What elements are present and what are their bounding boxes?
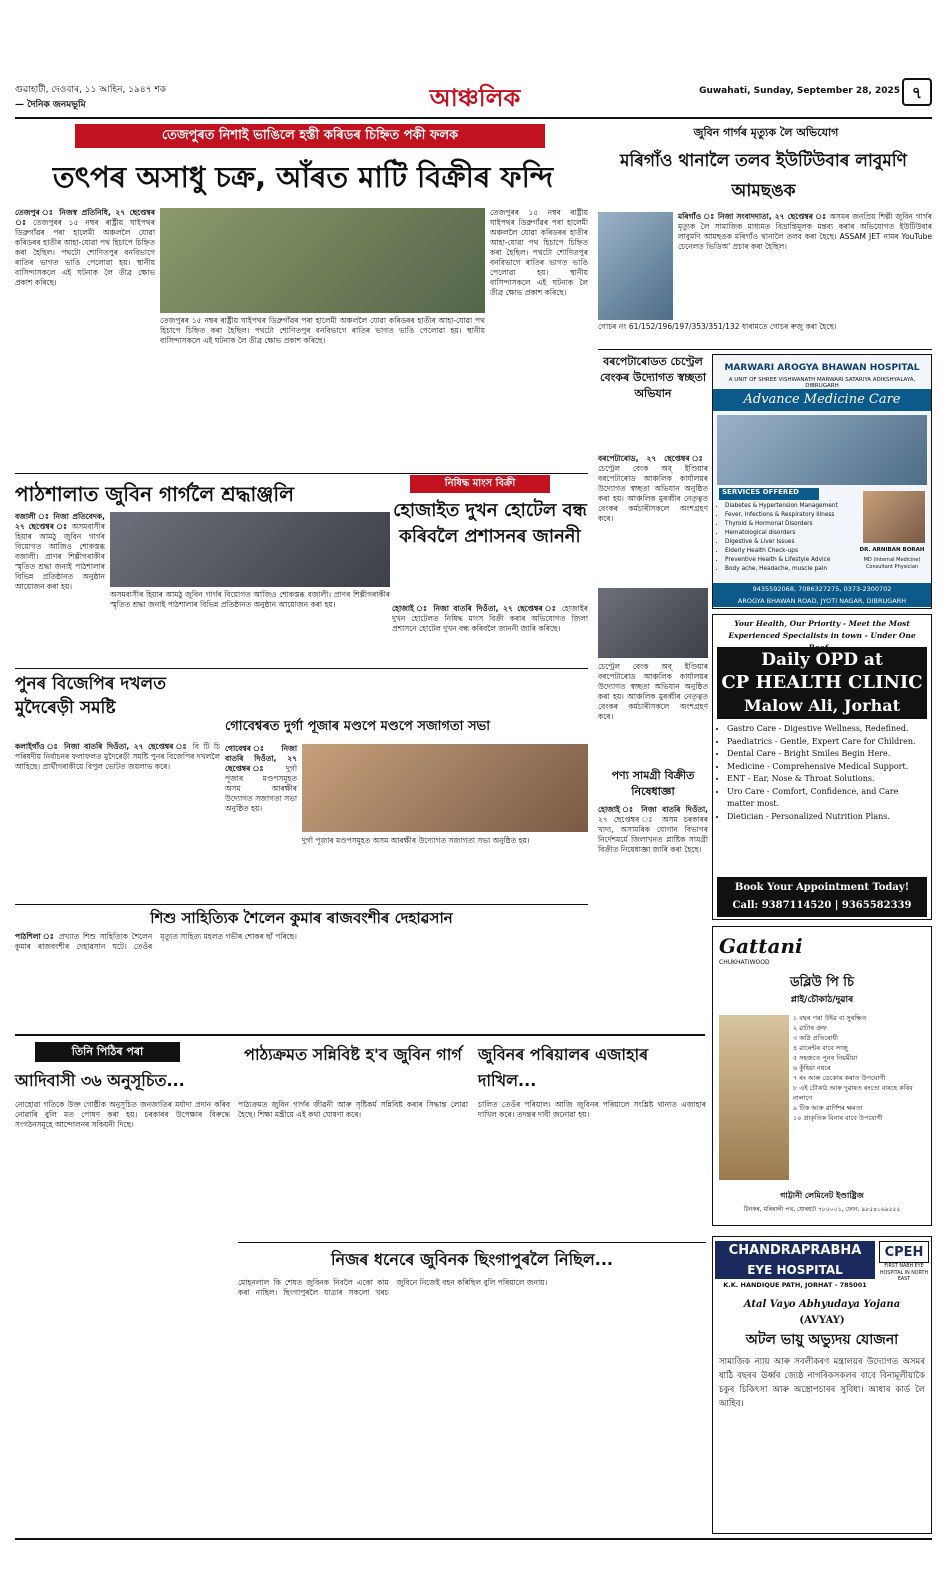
ad-gattani-brand-sub: CHUKHATIWOOD <box>719 959 770 966</box>
story8-body-col2: চেণ্ট্ৰেল বেংক অব্ ইণ্ডিয়াৰ বৰপেটাৰোড আঞ্চলিক কাৰ্যালয়ৰ উদ্যোগত স্বচ্ছতা অভিযান অনুষ্ঠিত কৰা হয়। আঞ্চলিক মুৰব্বীৰ নেতৃত্বত বেংকৰ কৰ্মচাৰীসকলে অংশগ্ৰহণ কৰে। <box>598 662 708 721</box>
ad-marwari-name: MARWARI AROGYA BHAWAN HOSPITAL <box>724 363 920 373</box>
story7-dateline: মৰিগাঁও ঃ নিজা সংবাদদাতা, ২৭ ছেপ্তেম্বৰ ঃ <box>678 212 827 221</box>
story6-body: পাঠশিলা ঃ প্ৰখ্যাত শিশু সাহিত্যিক শৈলেন কুমাৰ ৰাজবংশীৰ দেহাৱসান ঘটে। তেওঁৰ মৃত্যুত সাহিত্য মহলত গভীৰ শোকৰ ছাঁ পৰিছে। <box>15 932 297 951</box>
ad-marwari-service-item: • Preventive Health & Lifestyle Advice <box>725 556 853 565</box>
story5-photo <box>302 744 588 832</box>
story9-headline: পণ্য সামগ্ৰী বিক্ৰীত নিষেধাজ্ঞা <box>611 769 695 798</box>
story3-dateline: হোজাই ঃ নিজা বাতৰি দিওঁতা, ২৭ ছেপ্তেম্বৰ ঃ <box>392 604 558 613</box>
story2-headline: পাঠশালাত জুবিন গাৰ্গলৈ শ্ৰদ্ধাঞ্জলি <box>15 482 295 506</box>
section-singapore-body: মোহনলাল কি শেষত জুবিনক নিবলৈ একো কাম কৰা নাছিল। ছিংগাপুৰলৈ যাত্ৰাৰ সকলো খৰচ জুবিনে নিজেই বহন কৰিছিল বুলি পৰিয়ালে জনায়। <box>238 1278 548 1297</box>
story6-dateline: পাঠশিলা ঃ <box>15 932 56 941</box>
story5-body-col2: দুৰ্গা পূজাৰ মণ্ডপসমূহত অসম আৰক্ষীৰ উদ্যোগত সজাগতা সভা অনুষ্ঠিত হয়। <box>302 836 530 845</box>
section-rule <box>15 1034 705 1036</box>
ad-gattani[interactable] <box>712 926 932 1226</box>
story1-body-col3: তেজপুৰৰ ১৫ নম্বৰ ৰাষ্ট্ৰীয় ঘাইপথৰ ডিব্ৰুগাঁৱৰ পৰা হালেমী অঞ্চললৈ যোৱা কৰিডৰৰ হাতীৰ আহা-যোৱা পথ হিচাপে চিহ্নিত কৰা হৈছিল। পথটো শোণিতপুৰ বনবিভাগে ৰাতিৰ ভাগত ভাঙি পেলোৱা হয়। স্থানীয় বাসিন্দাসকলে এই ঘটনাক লৈ তীব্ৰ ক্ষোভ প্ৰকাশ কৰিছে। <box>490 208 588 297</box>
story5-headline: গোবেশ্বৰত দুৰ্গা পূজাৰ মণ্ডপে মণ্ডপে সজাগতা সভা <box>225 719 490 734</box>
section-tini-body: নোহোৱা গতিকে উক্ত গোষ্ঠীক অনুসূচিত জনজাতিৰ মৰ্যাদা প্ৰদান কৰিব নোৱাৰি বুলি মত পোষণ কৰা হয়। চৰকাৰৰ উপেক্ষাৰ বিৰুদ্ধে সংগঠনসমূহে আন্দোলনৰ সকিয়নী দিছে। <box>15 1100 230 1129</box>
masthead-rule <box>15 117 932 119</box>
ad-chandra-badge-sub: FIRST NABH EYE HOSPITAL IN NORTH EAST <box>879 1264 929 1282</box>
ad-marwari-service-item: • Fever, Infections & Respiratory Illness <box>725 511 853 520</box>
ad-marwari-doctor: DR. ARNIBAN BORAH <box>859 547 925 553</box>
ad-chandra-scheme-abbr: (AVYAY) <box>799 1315 845 1326</box>
masthead-date-english: Guwahati, Sunday, September 28, 2025 <box>699 86 900 96</box>
ad-gattani-footer: গাট্টানী লেমিনেট ইণ্ডাষ্ট্ৰিজ <box>780 1191 864 1200</box>
divider <box>15 904 588 905</box>
ad-cp-phones[interactable]: Call: 9387114520 | 9365582339 <box>732 900 912 911</box>
ad-cp-cta: Book Your Appointment Today! <box>734 882 910 893</box>
ad-gattani-point: ২ ৱাটাৰ প্ৰুফ <box>793 1024 827 1032</box>
ad-gattani-point: ৪ ৱাৰেন্টৰ বাবে সাজু <box>793 1044 848 1052</box>
section-singapore-headline: নিজৰ ধনেৰে জুবিনক ছিংগাপুৰলৈ নিছিল... <box>330 1250 613 1269</box>
story4-headline: পুনৰ বিজেপিৰ দখলত মুদৈৰেড়ী সমষ্টি <box>15 674 166 718</box>
ad-marwari-doctor-sub: MD (Internal Medicine) Consultant Physician <box>863 557 921 570</box>
ad-marwari-tagline: Advance Medicine Care <box>713 389 931 411</box>
section-pathyakram-headline: পাঠ্যক্ৰমত সন্নিবিষ্ট হ'ব জুবিন গাৰ্গ <box>244 1045 462 1064</box>
ad-cp-service-item: • Dietician - Personalized Nutrition Plans. <box>727 811 927 824</box>
ad-gattani-title: ডব্লিউ পি চি <box>789 975 854 990</box>
ad-gattani-point: ৭ ৰং আৰু ডেকোৰ কৰাত উপযোগী <box>793 1074 886 1082</box>
story1-body-col2: তেজপুৰৰ ১৫ নম্বৰ ৰাষ্ট্ৰীয় ঘাইপথৰ ডিব্ৰুগাঁৱৰ পৰা হালেমী অঞ্চললৈ যোৱা কৰিডৰৰ হাতীৰ আহা-যোৱা পথ হিচাপে চিহ্নিত কৰা হৈছিল। পথটো শোণিতপুৰ বনবিভাগে ৰাতিৰ ভাগত ভাঙি পেলোৱা হয়। স্থানীয় বাসিন্দাসকলে এই ঘটনাক লৈ তীব্ৰ ক্ষোভ প্ৰকাশ কৰিছে। <box>160 316 485 345</box>
story1-dateline: তেজপুৰ ঃ নিজস্ব প্ৰতিনিধি, ২৭ ছেপ্তেম্বৰ ঃ <box>15 208 155 227</box>
ad-cp-service-item: • Paediatrics - Gentle, Expert Care for Children. <box>727 736 927 749</box>
ad-gattani-point: ৯ টিক আৰু ৱাৰ্ণিশৰ ক্ষমতা <box>793 1104 863 1112</box>
divider <box>15 473 588 474</box>
story3-kicker: নিষিদ্ধ মাংস বিক্ৰী <box>410 475 550 493</box>
ad-chandra-scheme-as: অটল ভায়ু অভ্যুদয় যোজনা <box>745 1332 899 1348</box>
story7-kicker: জুবিন গাৰ্গৰ মৃত্যুক লৈ অভিযোগ <box>693 126 839 139</box>
ad-marwari-service-item: • Body ache, Headache, muscle pain <box>725 565 853 574</box>
story8-photo <box>598 588 708 658</box>
divider <box>15 668 588 669</box>
ad-marwari-service-item: • Diabetes & Hypertension Management <box>725 502 853 511</box>
story1-kicker: তেজপুৰত নিশাই ভাঙিলে হস্তী কৰিডৰ চিহ্নিত পকী ফলক <box>75 124 545 148</box>
story2-dateline: বজালী ঃ নিজা প্ৰতিবেদক, ২৭ ছেপ্তেম্বৰ ঃ <box>15 512 105 531</box>
section-ejahar-body: চালিত তেওঁৰ পৰিয়াল। আজি জুবিনৰ পৰিয়ালে সংশ্লিষ্ট থানাত এজাহাৰ দাখিল কৰে। তদন্তৰ দাবী জনোৱা হয়। <box>478 1100 706 1119</box>
ad-gattani-point: ৫ সহজতে পুনৰ নিয়মীয়া <box>793 1054 858 1062</box>
ad-cp-title2: CP HEALTH CLINIC <box>721 672 923 693</box>
masthead-date-assamese: গুৱাহাটী, দেওবাৰ, ১১ আহিন, ১৯৪৭ শক <box>15 85 167 95</box>
ad-cp-service-item: • Dental Care - Bright Smiles Begin Here. <box>727 748 927 761</box>
story2-body: বজালী ঃ নিজা প্ৰতিবেদক, ২৭ ছেপ্তেম্বৰ ঃ অসমবাসীৰ হিয়াৰ আমঠু জুবিন গাৰ্গৰ বিয়োগত আজিও শোকস্তব্ধ বজালী। প্ৰাণৰ শিল্পীগৰাকীৰ স্মৃতিত শ্ৰদ্ধা জনাই পাঠশালাৰ বিভিন্ন প্ৰতিষ্ঠানত অনুষ্ঠান আয়োজন কৰা হয়। <box>15 512 105 591</box>
ad-marwari-service-item: • Digestive & Liver Issues <box>725 538 853 547</box>
ad-gattani-points <box>793 1013 929 1183</box>
ad-cp-title1: Daily OPD at <box>761 650 883 670</box>
ad-chandra-badge: CPEH <box>879 1241 929 1263</box>
ad-gattani-sub: প্লাই/চৌকাঠ/দুৱাৰ <box>790 995 854 1005</box>
ad-cp-service-item: • Uro Care - Comfort, Confidence, and Care matter most. <box>727 786 927 811</box>
ad-cp-cta-box[interactable] <box>717 877 927 917</box>
ad-gattani-door-image <box>719 1015 789 1180</box>
divider <box>238 1242 706 1243</box>
ad-cp-services <box>713 723 931 873</box>
story8-dateline: বৰপেটাৰোড, ২৭ ছেপ্তেম্বৰ ঃ <box>598 454 708 463</box>
story9-dateline: হোজাই ঃ নিজা বাতৰি দিওঁতা, <box>598 805 708 814</box>
ad-cp-service-item: • ENT - Ear, Nose & Throat Solutions. <box>727 773 927 786</box>
ad-chandra-name2: EYE HOSPITAL <box>715 1261 875 1279</box>
ad-marwari-service-item: • Thyroid & Hormonal Disorders <box>725 520 853 529</box>
story7-headline: মৰিগাঁও থানালৈ তলব ইউটিউবাৰ লাবুমণি আমছঙক <box>620 151 907 201</box>
ad-gattani-point: ৮ এই চৌকাঠ আৰু দুৱাৰত ৰংতো বাৰহে কৰিব নালাগে <box>793 1084 913 1102</box>
ad-chandra-body: সামাজিক ন্যায় আৰু সবলীকৰণ মন্ত্ৰালয়ৰ উদ্যোগত অসমৰ ষাঠি বছৰৰ ঊৰ্ধ্বৰ জ্যেষ্ঠ নাগৰিকসকলৰ বাবে বিনামূলীয়াকৈ চকুৰ চিকিৎসা আৰু অস্ত্ৰোপচাৰৰ সুবিধা। আধাৰ কাৰ্ড লৈ আহিব। <box>719 1357 925 1409</box>
ad-gattani-point: ১ বছৰ পৰা উইৱ বা সুৰক্ষিত <box>793 1014 867 1022</box>
ad-cp-service-item: • Medicine - Comprehensive Medical Support. <box>727 761 927 774</box>
story7-body: মৰিগাঁও ঃ নিজা সংবাদদাতা, ২৭ ছেপ্তেম্বৰ ঃ অসমৰ জনপ্ৰিয় শিল্পী জুবিন গাৰ্গৰ মৃত্যুক লৈ সামাজিক মাধ্যমত বিভ্ৰান্তিমূলক মন্তব্য কৰাৰ অভিযোগত ইউটিউবাৰ লাবুমণি আমছঙক মৰিগাঁও থানালৈ তলব কৰা হৈছে। ASSAM JET নামৰ YouTube চেনেলত ভিডিঅ' প্ৰচাৰ কৰা হৈছিল। <box>678 212 932 251</box>
ad-marwari-services-list <box>713 502 853 580</box>
ad-gattani-point: ৩ অগ্নি প্ৰতিৰোধী <box>793 1034 839 1042</box>
ad-marwari-sub: A UNIT OF SHREE VISHWANATH MARWARI SATARIYA ADIKSHYALAYA, DIBRUGARH <box>728 377 916 389</box>
section-pathyakram-body: পাঠ্যক্ৰমত জুবিন গাৰ্গৰ জীৱনী আৰু সৃষ্টিকৰ্ম সন্নিবিষ্ট কৰাৰ সিদ্ধান্ত লোৱা হৈছে। শিক্ষা মন্ত্ৰীয়ে এই কথা ঘোষণা কৰে। <box>238 1100 468 1119</box>
ad-gattani-point: ১০ প্ৰাকৃতিক বিনাৰ বাবে উপযোগী <box>793 1114 883 1122</box>
masthead-logo: আঞ্চলিক <box>429 83 521 112</box>
story9-body: হোজাই ঃ নিজা বাতৰি দিওঁতা, ২৭ ছেপ্তেম্বৰ ঃ অসম চৰকাৰৰ খাদ্য, অসামৰিক যোগান বিভাগৰ নিৰ্দেশমৰ্মে জিলাখনত প্লাষ্টিক সামগ্ৰী বিক্ৰীত নিষেধাজ্ঞা জাৰি কৰা হৈছে। <box>598 805 708 854</box>
ad-marwari-service-item: • Elderly Health Check-ups <box>725 547 853 556</box>
ad-chandra-name1: CHANDRAPRABHA <box>715 1241 875 1261</box>
ad-gattani-point: ৬ কুঁহিয়া নধৰে <box>793 1064 831 1072</box>
ad-gattani-brand: Gattani <box>719 934 803 958</box>
footer-rule <box>15 1538 932 1540</box>
story2-body-col2: অসমবাসীৰ হিয়াৰ আমঠু জুবিন গাৰ্গৰ বিয়োগত আজিও শোকস্তব্ধ বজালী। প্ৰাণৰ শিল্পীগৰাকীৰ স্মৃতিত শ্ৰদ্ধা জনাই পাঠশালাৰ বিভিন্ন প্ৰতিষ্ঠানত অনুষ্ঠান আয়োজন কৰা হয়। <box>110 590 390 609</box>
ad-marwari-doctor-photo <box>863 491 925 543</box>
ad-marwari-photo <box>717 415 927 485</box>
ad-marwari-address: AROGYA BHAWAN ROAD, JYOTI NAGAR, DIBRUGARH <box>713 595 931 607</box>
story5-body: গোবেশ্বৰ ঃ নিজা বাতৰি দিওঁতা, ২৭ ছেপ্তেম্বৰ ঃ দুৰ্গা পূজাৰ মণ্ডপসমূহত অসম আৰক্ষীৰ উদ্যোগত সজাগতা সভা অনুষ্ঠিত হয়। <box>225 744 297 813</box>
ad-chandra-scheme: Atal Vayo Abhyudaya Yojana <box>743 1299 901 1310</box>
ad-gattani-address: টিনকৰ, মৰিৰালী পথ, যোৰহাট ৭৮৫০০১, ফোন: ৯৮৫৪০৬৯৫৫৫ <box>743 1206 901 1213</box>
ad-marwari-phones[interactable]: 9435592068, 7086327275, 0373-2300702 <box>713 583 931 595</box>
story4-body: কলাইগাঁও ঃ নিজা বাতৰি দিওঁতা, ২৭ ছেপ্তেম্বৰ ঃ বি টি চি পৰিষদীয় নিৰ্বাচনৰ ফলাফলত মুদৈৰেড়ী সমষ্টি পুনৰ বিজেপিৰ দখললৈ আহিছে। প্ৰাৰ্থীগৰাকীয়ে বিপুল ভোটত জয়লাভ কৰে। <box>15 742 221 771</box>
story2-photo <box>110 512 390 587</box>
section-tini-label: তিনি পিঠিৰ পৰা <box>35 1042 180 1062</box>
story1-photo <box>160 208 485 313</box>
story1-body: তেজপুৰৰ ১৫ নম্বৰ ৰাষ্ট্ৰীয় ঘাইপথৰ ডিব্ৰুগাঁৱৰ পৰা হালেমী অঞ্চললৈ যোৱা কৰিডৰৰ হাতীৰ আহা-যোৱা পথ হিচাপে চিহ্নিত কৰা হৈছিল। পথটো শোণিতপুৰ বনবিভাগে ৰাতিৰ ভাগত ভাঙি পেলোৱা হয়। স্থানীয় বাসিন্দাসকলে এই ঘটনাক লৈ তীব্ৰ ক্ষোভ প্ৰকাশ কৰিছে। <box>15 218 155 287</box>
story6-headline: শিশু সাহিত্যিক শৈলেন কুমাৰ ৰাজবংশীৰ দেহাৱসান <box>150 909 453 927</box>
ad-cp-service-item: • Gastro Care - Digestive Wellness, Redefined. <box>727 723 927 736</box>
ad-cp-intro: Your Health, Our Priority - Meet the Most Experienced Specialists in town - Under One <box>728 619 916 640</box>
divider <box>598 349 932 350</box>
story5-dateline: গোবেশ্বৰ ঃ নিজা বাতৰি দিওঁতা, ২৭ ছেপ্তেম্বৰ ঃ <box>225 744 297 773</box>
story8-body: বৰপেটাৰোড, ২৭ ছেপ্তেম্বৰ ঃ চেণ্ট্ৰেল বেংক অব্ ইণ্ডিয়াৰ বৰপেটাৰোড আঞ্চলিক কাৰ্যালয়ৰ উদ্যোগত স্বচ্ছতা অভিযান অনুষ্ঠিত কৰা হয়। আঞ্চলিক মুৰব্বীৰ নেতৃত্বত বেংকৰ কৰ্মচাৰীসকলে অংশগ্ৰহণ কৰে। <box>598 454 708 523</box>
ad-chandra-address: K.K. HANDIQUE PATH, JORHAT - 785001 <box>723 1281 867 1289</box>
story3-headline: হোজাইত দুখন হোটেল বন্ধ কৰিবলৈ প্ৰশাসনৰ জাননী <box>393 500 587 547</box>
page-number: ৭ <box>902 78 932 106</box>
story8-headline: বৰপেটাৰোডত চেণ্ট্ৰেল বেংকৰ উদ্যোগত স্বচ্ছতা অভিযান <box>599 355 707 400</box>
section-tini-headline: আদিবাসী ৩৬ অনুসূচিত... <box>15 1071 185 1090</box>
section-ejahar-headline: জুবিনৰ পৰিয়ালৰ এজাহাৰ দাখিল... <box>478 1045 649 1090</box>
ad-cp-health-clinic[interactable] <box>712 614 932 920</box>
ad-cp-title-box <box>717 647 927 719</box>
story3-body: হোজাই ঃ নিজা বাতৰি দিওঁতা, ২৭ ছেপ্তেম্বৰ ঃ হোজাইৰ দুখন হোটেলত নিষিদ্ধ মাংস বিক্ৰী কৰাৰ অভিযোগত জিলা প্ৰশাসনে হোটেল দুখন বন্ধ কৰিবলৈ জাননী জাৰি কৰিছে। <box>392 604 589 633</box>
story1-body-col1 <box>15 208 155 470</box>
story4-dateline: কলাইগাঁও ঃ নিজা বাতৰি দিওঁতা, ২৭ ছেপ্তেম্বৰ ঃ <box>15 742 189 751</box>
story1-headline: তৎপৰ অসাধু চক্ৰ, আঁৰত মাটি বিক্ৰীৰ ফন্দি <box>52 160 554 194</box>
ad-chandraprabha[interactable] <box>712 1236 932 1534</box>
story7-body2: গোচৰ নং 61/152/196/197/353/351/132 ধাৰামতে গোচৰ ৰুজু কৰা হৈছে। <box>598 322 837 331</box>
story7-photo <box>598 212 673 320</box>
ad-cp-title3: Malow Ali, Jorhat <box>744 696 900 715</box>
ad-marwari-hospital[interactable] <box>712 354 932 609</box>
ad-marwari-services-title: SERVICES OFFERED <box>719 488 819 500</box>
masthead-subtitle: — দৈনিক জনমভূমি <box>15 100 86 110</box>
ad-marwari-service-item: • Hematological disorders <box>725 529 853 538</box>
